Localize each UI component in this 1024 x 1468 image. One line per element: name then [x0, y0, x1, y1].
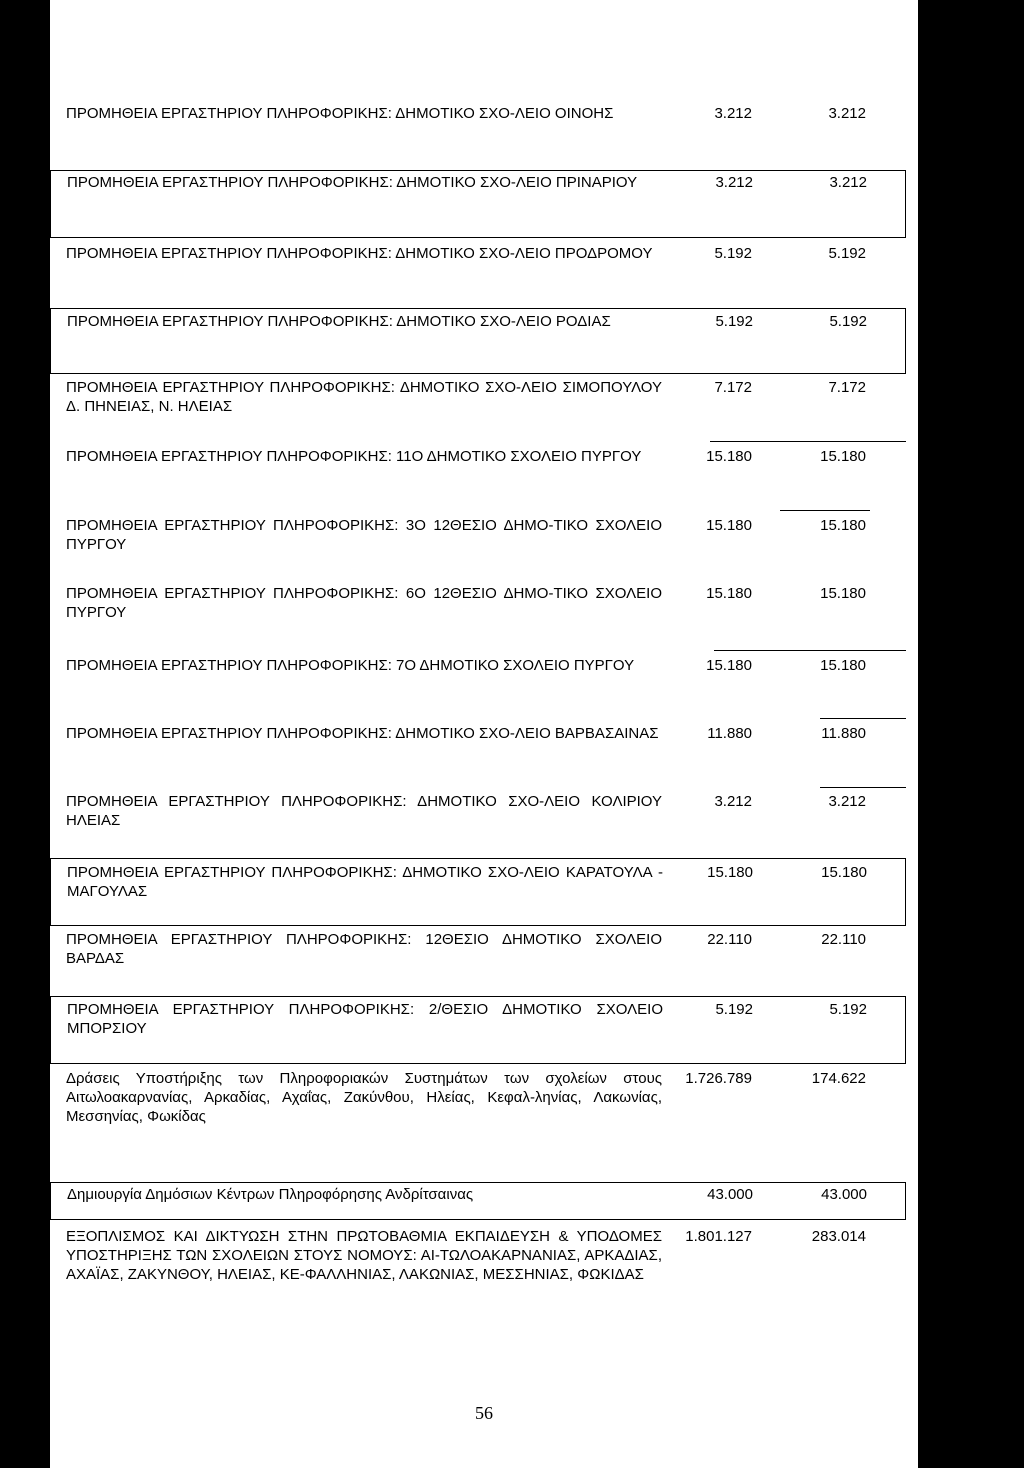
- row-value-period: 3.212: [828, 105, 866, 122]
- row-description: ΠΡΟΜΗΘΕΙΑ ΕΡΓΑΣΤΗΡΙΟΥ ΠΛΗΡΟΦΟΡΙΚΗΣ: ΔΗΜΟΤΙΚΟ ΣΧΟ-ΛΕΙΟ ΒΑΡΒΑΣΑΙΝΑΣ: [66, 725, 659, 742]
- row-value-period: 283.014: [811, 1228, 866, 1245]
- budget-row: [50, 930, 906, 972]
- row-value-total: 43.000: [707, 1186, 753, 1203]
- page-number: 56: [475, 1403, 493, 1423]
- row-description: ΠΡΟΜΗΘΕΙΑ ΕΡΓΑΣΤΗΡΙΟΥ ΠΛΗΡΟΦΟΡΙΚΗΣ: 12ΘΕΣΙΟ ΔΗΜΟΤΙΚΟ ΣΧΟΛΕΙΟ ΒΑΡΔΑΣ: [66, 931, 662, 967]
- row-value-total: 11.880: [707, 725, 752, 742]
- divider: [714, 650, 906, 651]
- row-description: ΠΡΟΜΗΘΕΙΑ ΕΡΓΑΣΤΗΡΙΟΥ ΠΛΗΡΟΦΟΡΙΚΗΣ: ΔΗΜΟΤΙΚΟ ΣΧΟ-ΛΕΙΟ ΚΟΛΙΡΙΟΥ ΗΛΕΙΑΣ: [66, 793, 662, 829]
- row-value-total: 15.180: [706, 517, 752, 534]
- divider: [820, 787, 906, 788]
- row-value-period: 15.180: [820, 657, 866, 674]
- row-value-period: 5.192: [828, 245, 866, 262]
- budget-row: [50, 858, 906, 926]
- row-value-total: 15.180: [706, 585, 752, 602]
- row-value-total: 5.192: [714, 245, 752, 262]
- budget-row: [50, 1182, 906, 1220]
- row-description: ΠΡΟΜΗΘΕΙΑ ΕΡΓΑΣΤΗΡΙΟΥ ΠΛΗΡΟΦΟΡΙΚΗΣ: ΔΗΜΟΤΙΚΟ ΣΧΟ-ΛΕΙΟ ΠΡΙΝΑΡΙΟΥ: [67, 174, 638, 191]
- row-description: ΠΡΟΜΗΘΕΙΑ ΕΡΓΑΣΤΗΡΙΟΥ ΠΛΗΡΟΦΟΡΙΚΗΣ: 6Ο 12ΘΕΣΙΟ ΔΗΜΟ-ΤΙΚΟ ΣΧΟΛΕΙΟ ΠΥΡΓΟΥ: [66, 585, 662, 621]
- row-value-total: 3.212: [714, 105, 752, 122]
- row-value-period: 43.000: [821, 1186, 867, 1203]
- row-value-total: 15.180: [707, 864, 753, 881]
- row-value-period: 22.110: [821, 931, 866, 948]
- budget-row: [50, 516, 906, 558]
- row-value-period: 15.180: [820, 517, 866, 534]
- row-value-total: 5.192: [715, 313, 753, 330]
- budget-row: [50, 308, 906, 374]
- row-description: ΠΡΟΜΗΘΕΙΑ ΕΡΓΑΣΤΗΡΙΟΥ ΠΛΗΡΟΦΟΡΙΚΗΣ: ΔΗΜΟΤΙΚΟ ΣΧΟ-ΛΕΙΟ ΠΡΟΔΡΟΜΟΥ: [66, 245, 653, 262]
- row-value-total: 1.726.789: [685, 1070, 752, 1087]
- budget-row: [50, 584, 906, 626]
- budget-row: [50, 104, 906, 146]
- row-value-period: 7.172: [828, 379, 866, 396]
- row-value-total: 7.172: [714, 379, 752, 396]
- row-description: ΕΞΟΠΛΙΣΜΟΣ ΚΑΙ ΔΙΚΤΥΩΣΗ ΣΤΗΝ ΠΡΩΤΟΒΑΘΜΙΑ ΕΚΠΑΙΔΕΥΣΗ & ΥΠΟΔΟΜΕΣ ΥΠΟΣΤΗΡΙΞΗΣ ΤΩΝ ΣΧΟΛΕΙΩΝ ΣΤΟΥΣ ΝΟΜΟΥΣ: ΑΙ-ΤΩΛΟΑΚΑΡΝΑΝΙΑΣ, ΑΡΚΑΔΙΑΣ, ΑΧΑΪΑΣ, ΖΑΚΥΝΘΟΥ, ΗΛΕΙΑΣ, ΚΕ-ΦΑΛΛΗΝΙΑΣ, ΛΑΚΩΝΙΑΣ, ΜΕΣΣΗΝΙΑΣ, ΦΩΚΙΔΑΣ: [66, 1228, 662, 1283]
- row-value-total: 22.110: [707, 931, 752, 948]
- divider: [820, 718, 906, 719]
- row-description: ΠΡΟΜΗΘΕΙΑ ΕΡΓΑΣΤΗΡΙΟΥ ΠΛΗΡΟΦΟΡΙΚΗΣ: ΔΗΜΟΤΙΚΟ ΣΧΟ-ΛΕΙΟ ΚΑΡΑΤΟΥΛΑ - ΜΑΓΟΥΛΑΣ: [67, 864, 663, 900]
- budget-row: [50, 1069, 906, 1131]
- document-page: [50, 0, 918, 1468]
- row-value-period: 15.180: [820, 448, 866, 465]
- row-description: ΠΡΟΜΗΘΕΙΑ ΕΡΓΑΣΤΗΡΙΟΥ ΠΛΗΡΟΦΟΡΙΚΗΣ: ΔΗΜΟΤΙΚΟ ΣΧΟ-ΛΕΙΟ ΟΙΝΟΗΣ: [66, 105, 614, 122]
- row-value-total: 15.180: [706, 657, 752, 674]
- row-description: ΠΡΟΜΗΘΕΙΑ ΕΡΓΑΣΤΗΡΙΟΥ ΠΛΗΡΟΦΟΡΙΚΗΣ: 2/ΘΕΣΙΟ ΔΗΜΟΤΙΚΟ ΣΧΟΛΕΙΟ ΜΠΟΡΣΙΟΥ: [67, 1001, 663, 1037]
- row-value-period: 3.212: [828, 793, 866, 810]
- row-description: ΠΡΟΜΗΘΕΙΑ ΕΡΓΑΣΤΗΡΙΟΥ ΠΛΗΡΟΦΟΡΙΚΗΣ: 7Ο ΔΗΜΟΤΙΚΟ ΣΧΟΛΕΙΟ ΠΥΡΓΟΥ: [66, 657, 635, 674]
- row-value-period: 174.622: [811, 1070, 866, 1087]
- row-value-total: 5.192: [715, 1001, 753, 1018]
- budget-row: [50, 996, 906, 1064]
- row-value-total: 15.180: [706, 448, 752, 465]
- budget-row: [50, 170, 906, 238]
- row-value-total: 3.212: [715, 174, 753, 191]
- row-value-period: 5.192: [829, 313, 867, 330]
- row-description: Δημιουργία Δημόσιων Κέντρων Πληροφόρησης Ανδρίτσαινας: [67, 1186, 474, 1203]
- row-value-total: 3.212: [714, 793, 752, 810]
- row-value-period: 11.880: [821, 725, 866, 742]
- row-value-period: 3.212: [829, 174, 867, 191]
- divider: [710, 441, 906, 442]
- row-value-total: 1.801.127: [685, 1228, 752, 1245]
- row-value-period: 15.180: [820, 585, 866, 602]
- row-description: ΠΡΟΜΗΘΕΙΑ ΕΡΓΑΣΤΗΡΙΟΥ ΠΛΗΡΟΦΟΡΙΚΗΣ: ΔΗΜΟΤΙΚΟ ΣΧΟ-ΛΕΙΟ ΣΙΜΟΠΟΥΛΟΥ Δ. ΠΗΝΕΙΑΣ, Ν. ΗΛΕΙΑΣ: [66, 379, 662, 415]
- budget-row: [50, 378, 906, 420]
- budget-row: [50, 1227, 906, 1309]
- row-description: ΠΡΟΜΗΘΕΙΑ ΕΡΓΑΣΤΗΡΙΟΥ ΠΛΗΡΟΦΟΡΙΚΗΣ: 3Ο 12ΘΕΣΙΟ ΔΗΜΟ-ΤΙΚΟ ΣΧΟΛΕΙΟ ΠΥΡΓΟΥ: [66, 517, 662, 553]
- budget-row: [50, 724, 906, 766]
- row-value-period: 5.192: [829, 1001, 867, 1018]
- budget-row: [50, 244, 906, 286]
- budget-row: [50, 656, 906, 698]
- row-value-period: 15.180: [821, 864, 867, 881]
- row-description: ΠΡΟΜΗΘΕΙΑ ΕΡΓΑΣΤΗΡΙΟΥ ΠΛΗΡΟΦΟΡΙΚΗΣ: 11Ο ΔΗΜΟΤΙΚΟ ΣΧΟΛΕΙΟ ΠΥΡΓΟΥ: [66, 448, 642, 465]
- row-description: ΠΡΟΜΗΘΕΙΑ ΕΡΓΑΣΤΗΡΙΟΥ ΠΛΗΡΟΦΟΡΙΚΗΣ: ΔΗΜΟΤΙΚΟ ΣΧΟ-ΛΕΙΟ ΡΟΔΙΑΣ: [67, 313, 611, 330]
- budget-row: [50, 447, 906, 489]
- divider: [780, 510, 870, 511]
- budget-row: [50, 792, 906, 834]
- row-description: Δράσεις Υποστήριξης των Πληροφοριακών Συστημάτων των σχολείων στους Αιτωλοακαρνανίας, Αρκαδίας, Αχαΐας, Ζακύνθου, Ηλείας, Κεφαλ-ληνίας, Λακωνίας, Μεσσηνίας, Φωκίδας: [66, 1070, 662, 1125]
